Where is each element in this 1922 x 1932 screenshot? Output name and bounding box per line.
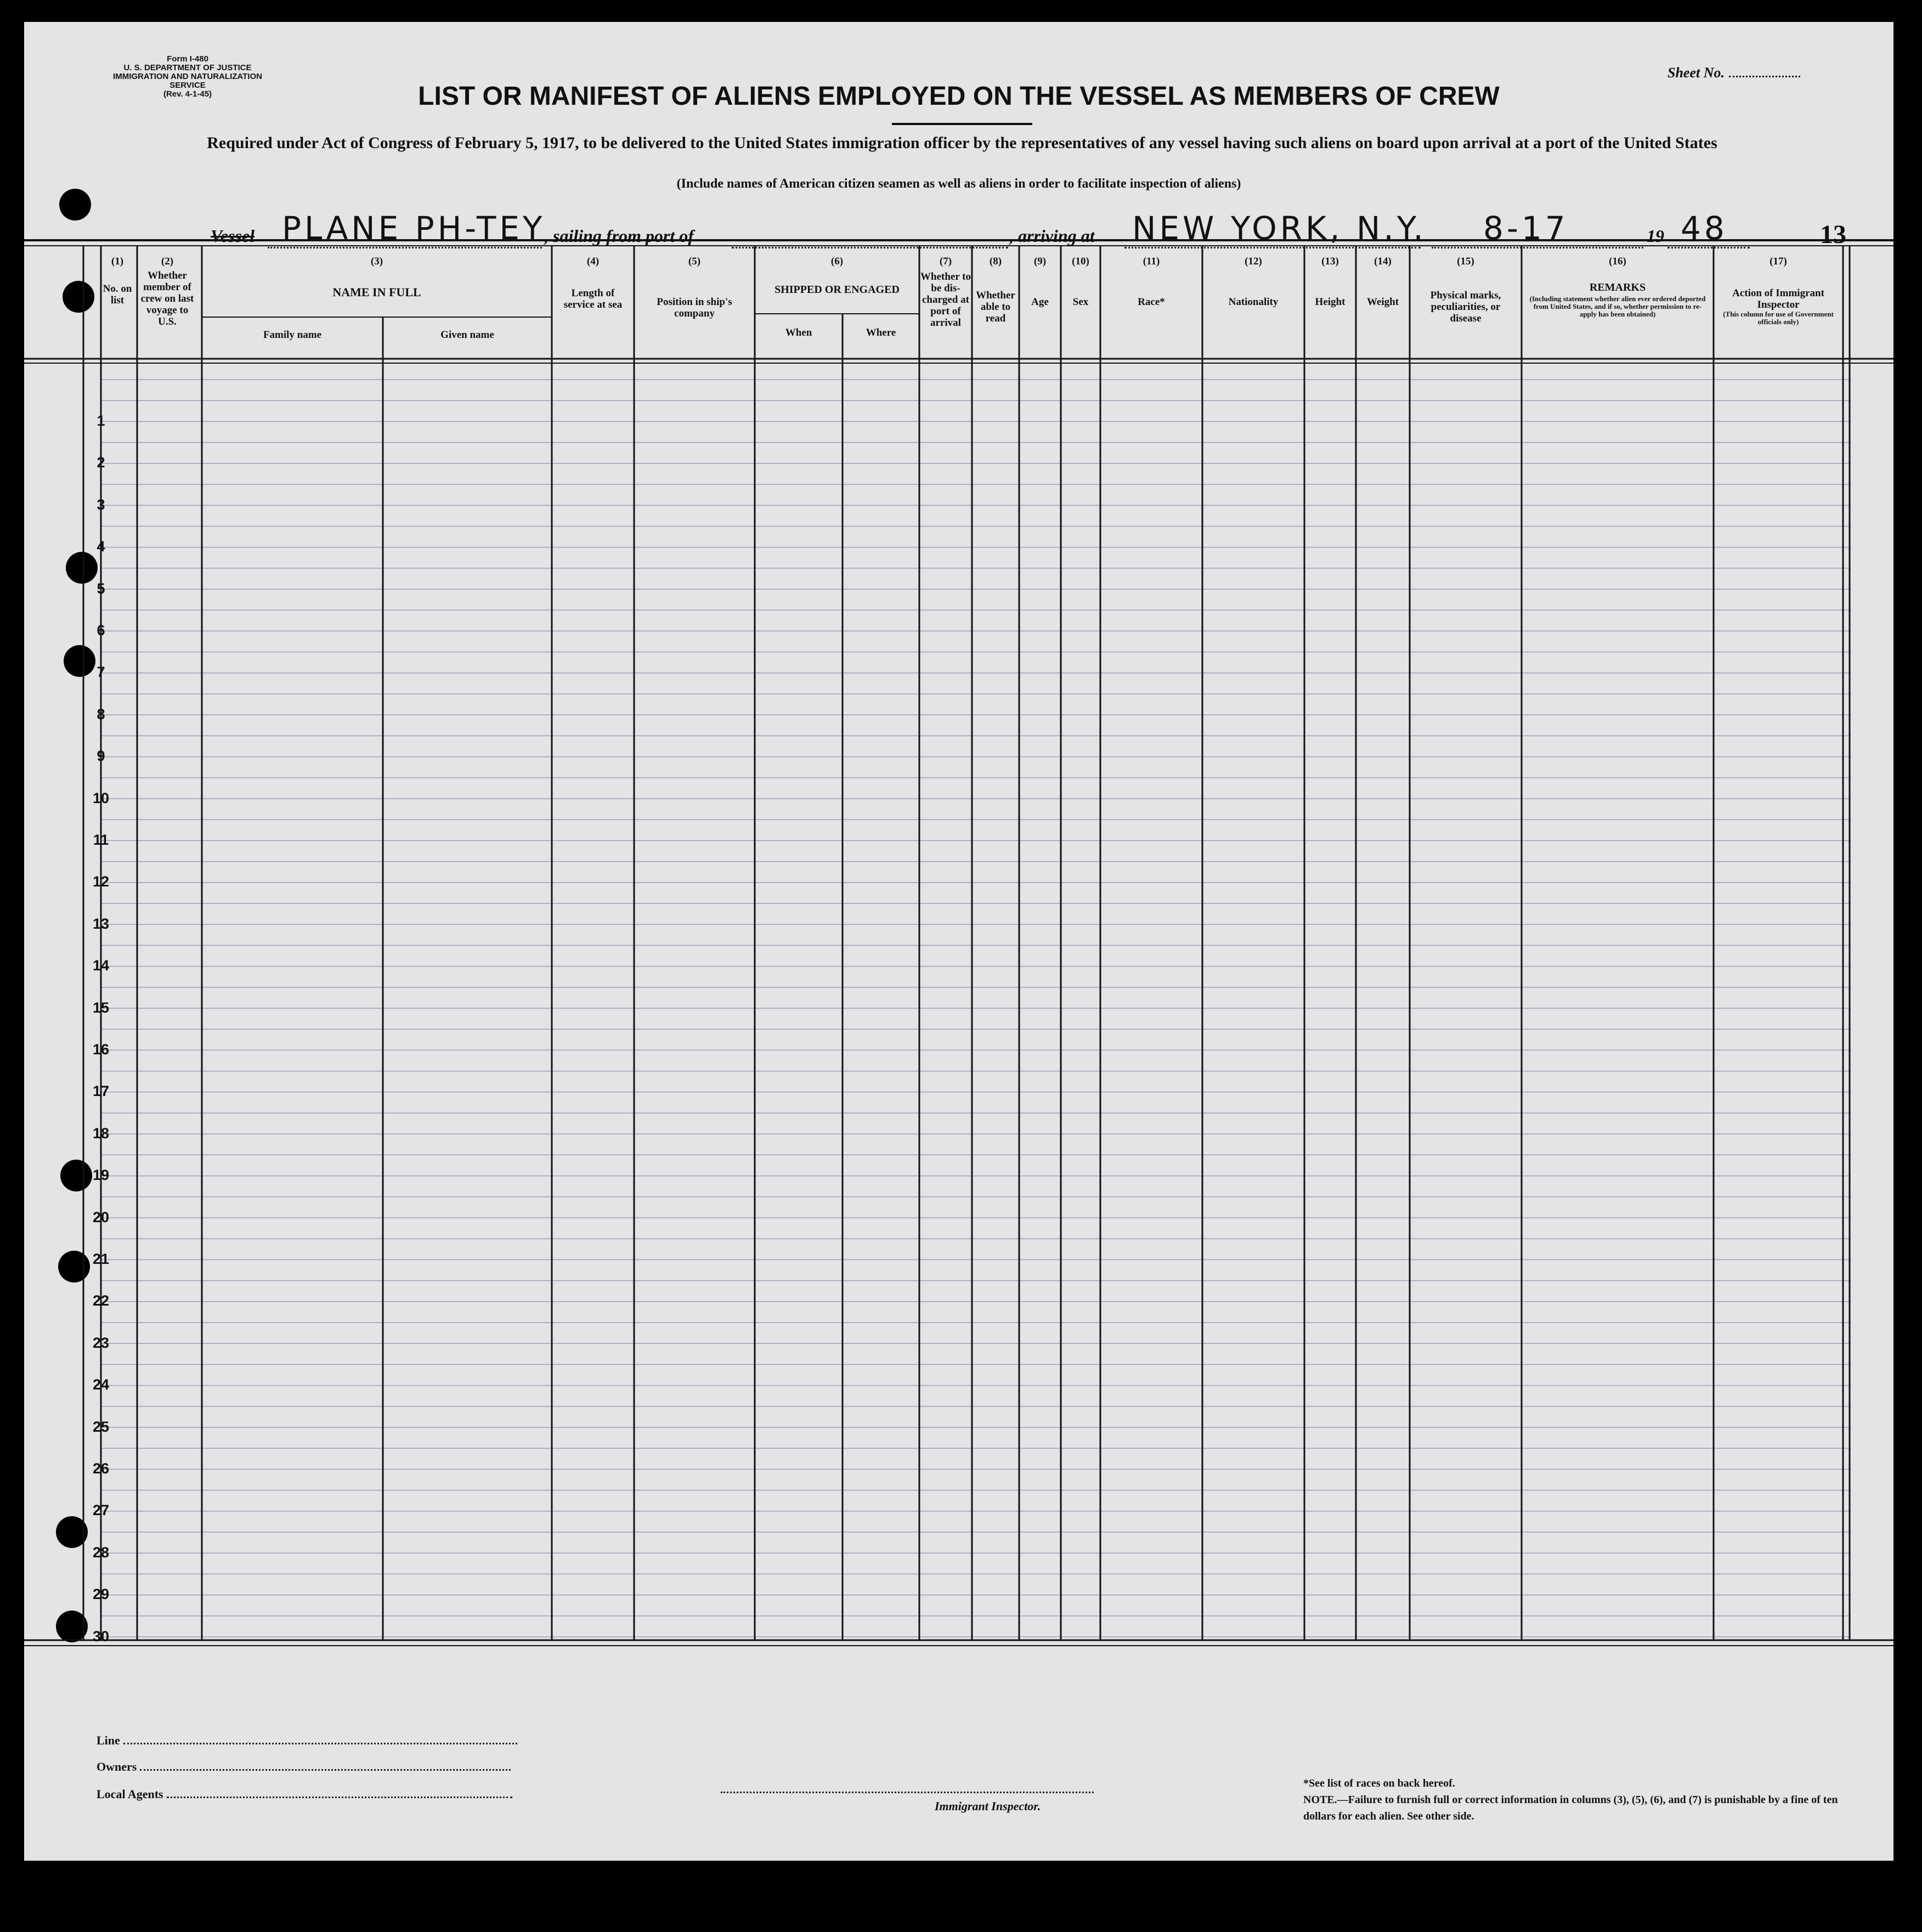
col17-number: (17): [1770, 256, 1787, 267]
row-number: 20: [92, 1208, 110, 1225]
col14-header: Weight: [1366, 296, 1399, 308]
date-value: 8-17: [1483, 210, 1569, 247]
inspector-signature-line[interactable]: [721, 1792, 1094, 1793]
col2-number: (2): [161, 256, 174, 267]
page-title: LIST OR MANIFEST OF ALIENS EMPLOYED ON THE VESSEL AS MEMBERS OF CREW: [418, 82, 1500, 111]
row-number: 15: [92, 999, 110, 1016]
col16-header: REMARKS: [1589, 281, 1646, 293]
row-number: 17: [92, 1083, 110, 1100]
given-name-header: Given name: [440, 329, 494, 341]
col3-number: (3): [370, 256, 383, 267]
department-name: U. S. DEPARTMENT OF JUSTICE: [123, 63, 252, 72]
col10-header: Sex: [1072, 296, 1089, 308]
row-number: 28: [92, 1544, 110, 1561]
col7-number: (7): [939, 256, 952, 267]
agents-field: [97, 1787, 512, 1801]
col15-header: Physical marks, peculiarities, or disease: [1430, 290, 1501, 324]
col8-header: Whether able to read: [976, 290, 1015, 324]
col12-number: (12): [1245, 256, 1262, 267]
row-number: 16: [92, 1041, 110, 1058]
col12-header: Nationality: [1228, 296, 1279, 308]
col10-number: (10): [1072, 256, 1089, 267]
row-number: 25: [92, 1418, 110, 1435]
row-number: 2: [97, 454, 105, 471]
col5-number: (5): [688, 256, 701, 267]
year-value: 48: [1681, 210, 1728, 247]
col14-number: (14): [1374, 256, 1392, 267]
where-header: Where: [866, 327, 896, 338]
row-number: 30: [92, 1628, 110, 1645]
row-number: 14: [92, 957, 110, 974]
subtitle-note: (Include names of American citizen seamen as well as aliens in order to facilitate inspection of aliens): [676, 177, 1241, 191]
row-number: 26: [92, 1460, 110, 1477]
row-number: 4: [97, 538, 105, 555]
family-name-header: Family name: [263, 329, 322, 341]
agents-label: Local Agents: [97, 1787, 163, 1801]
col11-number: (11): [1143, 256, 1160, 267]
col17-header: Action of Immigrant Inspector: [1732, 287, 1824, 310]
sheet-no-label: Sheet No.: [1667, 65, 1725, 81]
row-number: 12: [92, 873, 110, 890]
row-number: 8: [97, 705, 105, 722]
col6-number: (6): [830, 256, 844, 267]
line-label: Line: [97, 1733, 120, 1747]
col4-header: Length of service at sea: [563, 287, 623, 310]
row-number: 13: [92, 915, 110, 932]
col1-number: (1): [111, 256, 124, 267]
row-number: 29: [92, 1586, 110, 1603]
when-header: When: [785, 327, 812, 338]
form-number: Form I-480: [167, 54, 208, 64]
row-number: 21: [92, 1251, 110, 1267]
row-number: 23: [92, 1334, 110, 1351]
year-prefix: 19: [1647, 226, 1664, 246]
owners-field: [97, 1760, 511, 1774]
col9-number: (9): [1033, 256, 1047, 267]
agents-blank[interactable]: [167, 1797, 512, 1798]
revision-date: (Rev. 4-1-45): [163, 89, 212, 99]
vessel-value: PLANE PH-TEY: [282, 210, 546, 247]
col2-header: Whether member of crew on last voyage to U.S.: [140, 270, 194, 327]
vessel-label: Vessel: [211, 226, 255, 246]
row-number: 18: [92, 1125, 110, 1142]
col6-header: SHIPPED OR ENGAGED: [775, 284, 900, 296]
owners-blank[interactable]: [140, 1769, 511, 1771]
row-number: 6: [97, 622, 105, 639]
row-number: 22: [92, 1292, 110, 1309]
row-number: 10: [92, 789, 110, 806]
sailing-label: , sailing from port of: [544, 226, 694, 246]
inspector-label: Immigrant Inspector.: [935, 1799, 1041, 1813]
col7-header: Whether to be dis-charged at port of arrival: [920, 271, 971, 329]
col16-number: (16): [1609, 256, 1626, 267]
row-number: 27: [92, 1502, 110, 1519]
col1-header: No. on list: [103, 283, 132, 306]
row-number: 24: [92, 1376, 110, 1393]
footnote-penalty: NOTE.—Failure to furnish full or correct information in columns (3), (5), (6), and (7) is punishable by a fine of ten dollars for each alien. See other side.: [1303, 1794, 1838, 1822]
col5-header: Position in ship's company: [657, 296, 732, 319]
col11-header: Race*: [1138, 296, 1165, 308]
sheet-number: 13: [1820, 220, 1846, 249]
manifest-sheet: [24, 22, 1893, 1861]
col17-note: (This column for use of Government officials only): [1723, 310, 1834, 326]
col13-number: (13): [1321, 256, 1339, 267]
col9-header: Age: [1031, 296, 1049, 308]
row-number: 9: [97, 748, 105, 765]
line-blank[interactable]: [123, 1743, 517, 1744]
footnote-races: *See list of races on back hereof.: [1303, 1777, 1455, 1789]
row-number: 7: [97, 664, 105, 681]
col15-number: (15): [1457, 256, 1474, 267]
line-field: [97, 1733, 517, 1748]
row-number: 1: [97, 413, 105, 429]
arriving-value: NEW YORK, N.Y.: [1132, 210, 1427, 247]
row-number: 5: [97, 580, 105, 597]
subtitle: Required under Act of Congress of February 5, 1917, to be delivered to the United States immigration officer by the representatives of any vessel having such aliens on board upon arrival at a port of the United States: [207, 134, 1717, 152]
col8-number: (8): [989, 256, 1002, 267]
col4-number: (4): [586, 256, 600, 267]
col3-header: NAME IN FULL: [332, 285, 421, 299]
row-number: 19: [92, 1167, 110, 1184]
row-number: 11: [93, 832, 109, 848]
footnote: [1303, 1775, 1841, 1824]
owners-label: Owners: [97, 1760, 137, 1773]
col16-note: (Including statement whether alien ever ordered deported from United States, and if so, whether permission to re-apply has been obtained): [1529, 295, 1706, 318]
service-name: IMMIGRATION AND NATURALIZATION SERVICE: [113, 72, 262, 90]
arriving-label: , arriving at: [1009, 226, 1095, 246]
col13-header: Height: [1315, 296, 1346, 308]
row-number: 3: [97, 496, 105, 513]
